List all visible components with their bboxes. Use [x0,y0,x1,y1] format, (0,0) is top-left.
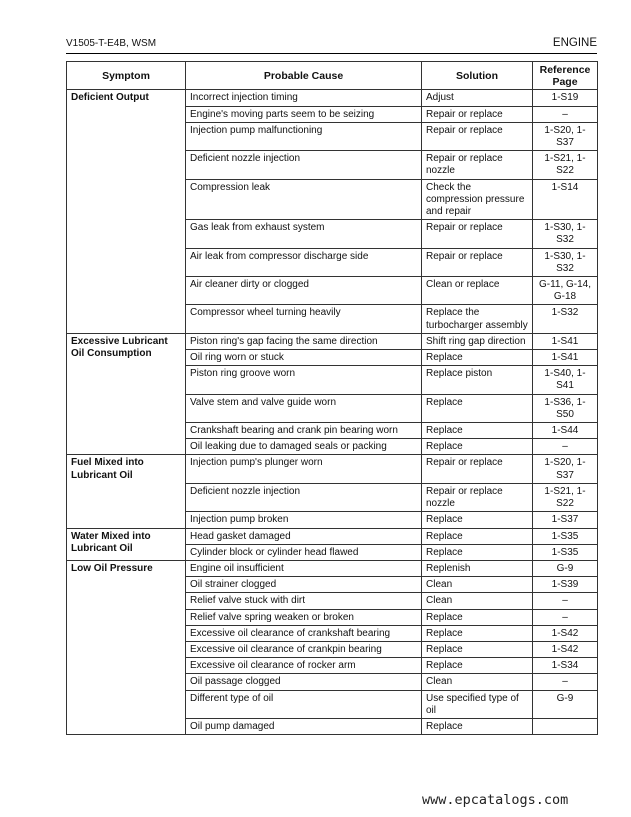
table-row [67,90,598,106]
reference-cell: 1-S32 [533,305,598,333]
reference-cell: 1-S30, 1-S32 [533,220,598,248]
symptom-cell: Excessive Lubricant Oil Consumption [67,333,186,455]
solution-cell: Replace [422,423,533,439]
table-row [67,455,598,483]
reference-cell: G-9 [533,690,598,718]
reference-cell: 1-S37 [533,512,598,528]
reference-cell: 1-S35 [533,528,598,544]
reference-cell: – [533,674,598,690]
cause-cell: Relief valve stuck with dirt [186,593,422,609]
reference-cell: 1-S19 [533,90,598,106]
solution-cell: Clean [422,593,533,609]
cause-cell: Oil pump damaged [186,718,422,734]
cause-cell: Deficient nozzle injection [186,151,422,179]
cause-cell: Engine oil insufficient [186,560,422,576]
cause-cell: Excessive oil clearance of crankpin bearing [186,641,422,657]
table-row [67,333,598,349]
cause-cell: Engine's moving parts seem to be seizing [186,106,422,122]
cause-cell: Air cleaner dirty or clogged [186,277,422,305]
solution-cell: Repair or replace [422,220,533,248]
solution-cell: Replenish [422,560,533,576]
cause-cell: Piston ring groove worn [186,366,422,394]
solution-cell: Check the compression pressure and repair [422,179,533,220]
reference-cell: 1-S30, 1-S32 [533,248,598,276]
solution-cell: Replace [422,394,533,422]
cause-cell: Deficient nozzle injection [186,483,422,511]
solution-cell: Replace [422,528,533,544]
cause-cell: Relief valve spring weaken or broken [186,609,422,625]
cause-cell: Oil strainer clogged [186,577,422,593]
symptom-cell: Low Oil Pressure [67,560,186,734]
solution-cell: Repair or replace [422,248,533,276]
solution-cell: Replace [422,350,533,366]
column-header-symptom: Symptom [67,62,186,90]
cause-cell: Excessive oil clearance of crankshaft bearing [186,625,422,641]
reference-cell: 1-S20, 1-S37 [533,122,598,150]
reference-cell: 1-S41 [533,333,598,349]
cause-cell: Valve stem and valve guide worn [186,394,422,422]
reference-cell: 1-S42 [533,641,598,657]
table-row [67,560,598,576]
solution-cell: Replace [422,609,533,625]
cause-cell: Excessive oil clearance of rocker arm [186,658,422,674]
reference-cell: 1-S14 [533,179,598,220]
reference-cell: 1-S40, 1-S41 [533,366,598,394]
solution-cell: Replace [422,439,533,455]
solution-cell: Replace piston [422,366,533,394]
solution-cell: Replace the turbocharger assembly [422,305,533,333]
cause-cell: Injection pump's plunger worn [186,455,422,483]
cause-cell: Injection pump broken [186,512,422,528]
document-code: V1505-T-E4B, WSM [66,38,157,49]
reference-cell: 1-S42 [533,625,598,641]
cause-cell: Different type of oil [186,690,422,718]
reference-cell: 1-S35 [533,544,598,560]
cause-cell: Oil passage clogged [186,674,422,690]
solution-cell: Repair or replace nozzle [422,151,533,179]
solution-cell: Adjust [422,90,533,106]
cause-cell: Air leak from compressor discharge side [186,248,422,276]
solution-cell: Clean [422,577,533,593]
cause-cell: Gas leak from exhaust system [186,220,422,248]
solution-cell: Use specified type of oil [422,690,533,718]
symptom-cell: Fuel Mixed into Lubricant Oil [67,455,186,528]
reference-cell: – [533,609,598,625]
cause-cell: Cylinder block or cylinder head flawed [186,544,422,560]
reference-cell: 1-S34 [533,658,598,674]
reference-cell [533,718,598,734]
section-title: ENGINE [552,37,597,49]
reference-cell: 1-S41 [533,350,598,366]
solution-cell: Repair or replace nozzle [422,483,533,511]
symptom-cell: Deficient Output [67,90,186,333]
watermark: www.epcatalogs.com [422,792,569,808]
table-header-row [67,62,598,90]
column-header-probable-cause: Probable Cause [186,62,422,90]
solution-cell: Replace [422,658,533,674]
reference-cell: 1-S44 [533,423,598,439]
symptom-cell: Water Mixed into Lubricant Oil [67,528,186,560]
table-body [67,90,598,735]
cause-cell: Incorrect injection timing [186,90,422,106]
solution-cell: Shift ring gap direction [422,333,533,349]
reference-cell: G-9 [533,560,598,576]
header-rule [66,53,597,54]
solution-cell: Replace [422,512,533,528]
reference-cell: – [533,439,598,455]
column-header-solution: Solution [422,62,533,90]
solution-cell: Clean or replace [422,277,533,305]
reference-cell: 1-S36, 1-S50 [533,394,598,422]
cause-cell: Compressor wheel turning heavily [186,305,422,333]
cause-cell: Crankshaft bearing and crank pin bearing worn [186,423,422,439]
solution-cell: Repair or replace [422,106,533,122]
reference-cell: 1-S21, 1-S22 [533,151,598,179]
solution-cell: Replace [422,641,533,657]
cause-cell: Oil ring worn or stuck [186,350,422,366]
cause-cell: Head gasket damaged [186,528,422,544]
solution-cell: Replace [422,625,533,641]
solution-cell: Replace [422,544,533,560]
solution-cell: Repair or replace [422,122,533,150]
solution-cell: Replace [422,718,533,734]
reference-cell: – [533,593,598,609]
reference-cell: 1-S20, 1-S37 [533,455,598,483]
cause-cell: Oil leaking due to damaged seals or packing [186,439,422,455]
cause-cell: Compression leak [186,179,422,220]
cause-cell: Piston ring's gap facing the same direction [186,333,422,349]
solution-cell: Repair or replace [422,455,533,483]
reference-cell: 1-S39 [533,577,598,593]
troubleshooting-table [66,61,598,735]
cause-cell: Injection pump malfunctioning [186,122,422,150]
column-header-reference-page: Reference Page [533,62,598,90]
solution-cell: Clean [422,674,533,690]
reference-cell: 1-S21, 1-S22 [533,483,598,511]
reference-cell: G-11, G-14, G-18 [533,277,598,305]
reference-cell: – [533,106,598,122]
table-row [67,528,598,544]
